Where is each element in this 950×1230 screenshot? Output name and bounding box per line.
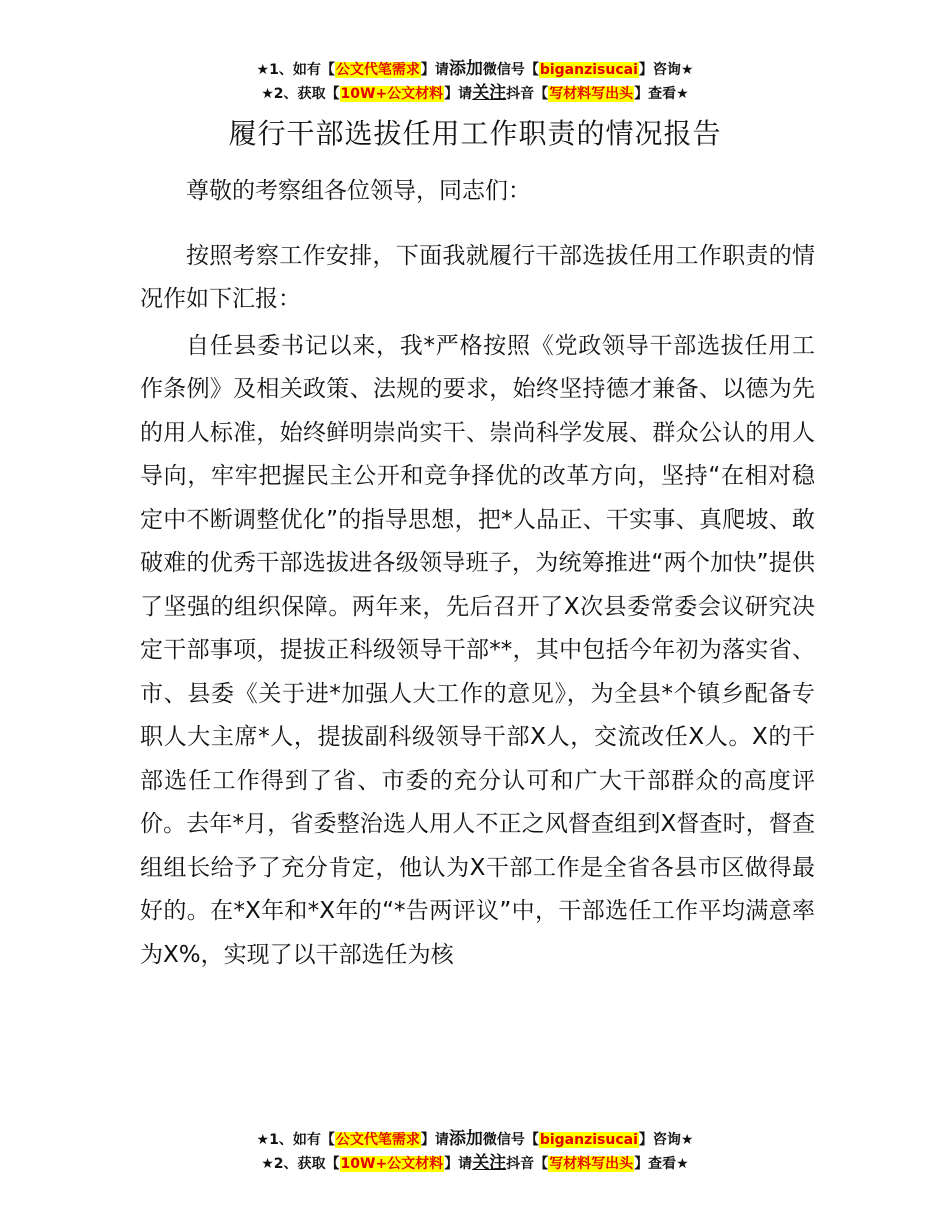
banner-text: 】咨询★ xyxy=(638,1132,694,1148)
banner-text: ★1、如有【 xyxy=(256,1132,335,1148)
banner-line-2 xyxy=(0,1152,950,1176)
highlight-wechat-id: biganzisucai xyxy=(539,1132,638,1148)
banner-emphasis: 关注 xyxy=(472,1153,507,1173)
highlight-douyin-id: 写材料写出头 xyxy=(549,1156,634,1172)
banner-text: 抖音【 xyxy=(506,86,549,102)
banner-text: ★1、如有【 xyxy=(256,62,335,78)
highlight-materials: 10W+公文材料 xyxy=(340,86,444,102)
document-body xyxy=(140,170,815,977)
document-title: 履行干部选拔任用工作职责的情况报告 xyxy=(228,117,722,150)
banner-text: 】查看★ xyxy=(634,1156,689,1172)
banner-text: ★2、获取【 xyxy=(261,86,340,102)
banner-text: 微信号【 xyxy=(482,1132,539,1148)
highlight-service: 公文代笔需求 xyxy=(335,1132,420,1148)
banner-text: 】请 xyxy=(444,1156,473,1172)
header-banner xyxy=(0,58,950,106)
banner-text: 抖音【 xyxy=(506,1156,549,1172)
paragraph-intro: 按照考察工作安排，下面我就履行干部选拔任用工作职责的情况作如下汇报： xyxy=(140,242,815,312)
highlight-service: 公文代笔需求 xyxy=(335,62,420,78)
salutation: 尊敬的考察组各位领导，同志们： xyxy=(186,178,531,204)
banner-text: 】请 xyxy=(420,1132,449,1148)
banner-text: ★2、获取【 xyxy=(261,1156,340,1172)
banner-line-2 xyxy=(0,82,950,106)
banner-emphasis: 添加 xyxy=(448,1129,483,1149)
banner-text: 】请 xyxy=(444,86,473,102)
banner-emphasis: 添加 xyxy=(448,59,483,79)
highlight-materials: 10W+公文材料 xyxy=(340,1156,444,1172)
banner-text: 】请 xyxy=(420,62,449,78)
footer-banner xyxy=(0,1128,950,1176)
banner-line-1 xyxy=(0,1128,950,1152)
highlight-wechat-id: biganzisucai xyxy=(539,62,638,78)
banner-text: 微信号【 xyxy=(482,62,539,78)
banner-emphasis: 关注 xyxy=(472,83,507,103)
banner-line-1 xyxy=(0,58,950,82)
banner-text: 】咨询★ xyxy=(638,62,694,78)
banner-text: 】查看★ xyxy=(634,86,689,102)
paragraph-main: 自任县委书记以来，我*严格按照《党政领导干部选拔任用工作条例》及相关政策、法规的要求，始终坚持德才兼备、以德为先的用人标准，始终鲜明崇尚实干、崇尚科学发展、群众公认的用人导向，牢牢把握民主公开和竞争择优的改革方向，坚持“在相对稳定中不断调整优化”的指导思想，把*人品正、干实事、真爬坡、敢破难的优秀干部选拔进各级领导班子，为统筹推进“两个加快”提供了坚强的组织保障。两年来，先后召开了X次县委常委会议研究决定干部事项，提拔正科级领导干部**，其中包括今年初为落实省、市、县委《关于进*加强人大工作的意见》，为全县*个镇乡配备专职人大主席*人，提拔副科级领导干部X人，交流改任X人。X的干部选任工作得到了省、市委的充分认可和广大干部群众的高度评价。去年*月，省委整治选人用人不正之风督查组到X督查时，督查组组长给予了充分肯定，他认为X干部工作是全省各县市区做得最好的。在*X年和*X年的“*告两评议”中，干部选任工作平均满意率为X%，实现了以干部选任为核 xyxy=(140,332,815,968)
highlight-douyin-id: 写材料写出头 xyxy=(549,86,634,102)
